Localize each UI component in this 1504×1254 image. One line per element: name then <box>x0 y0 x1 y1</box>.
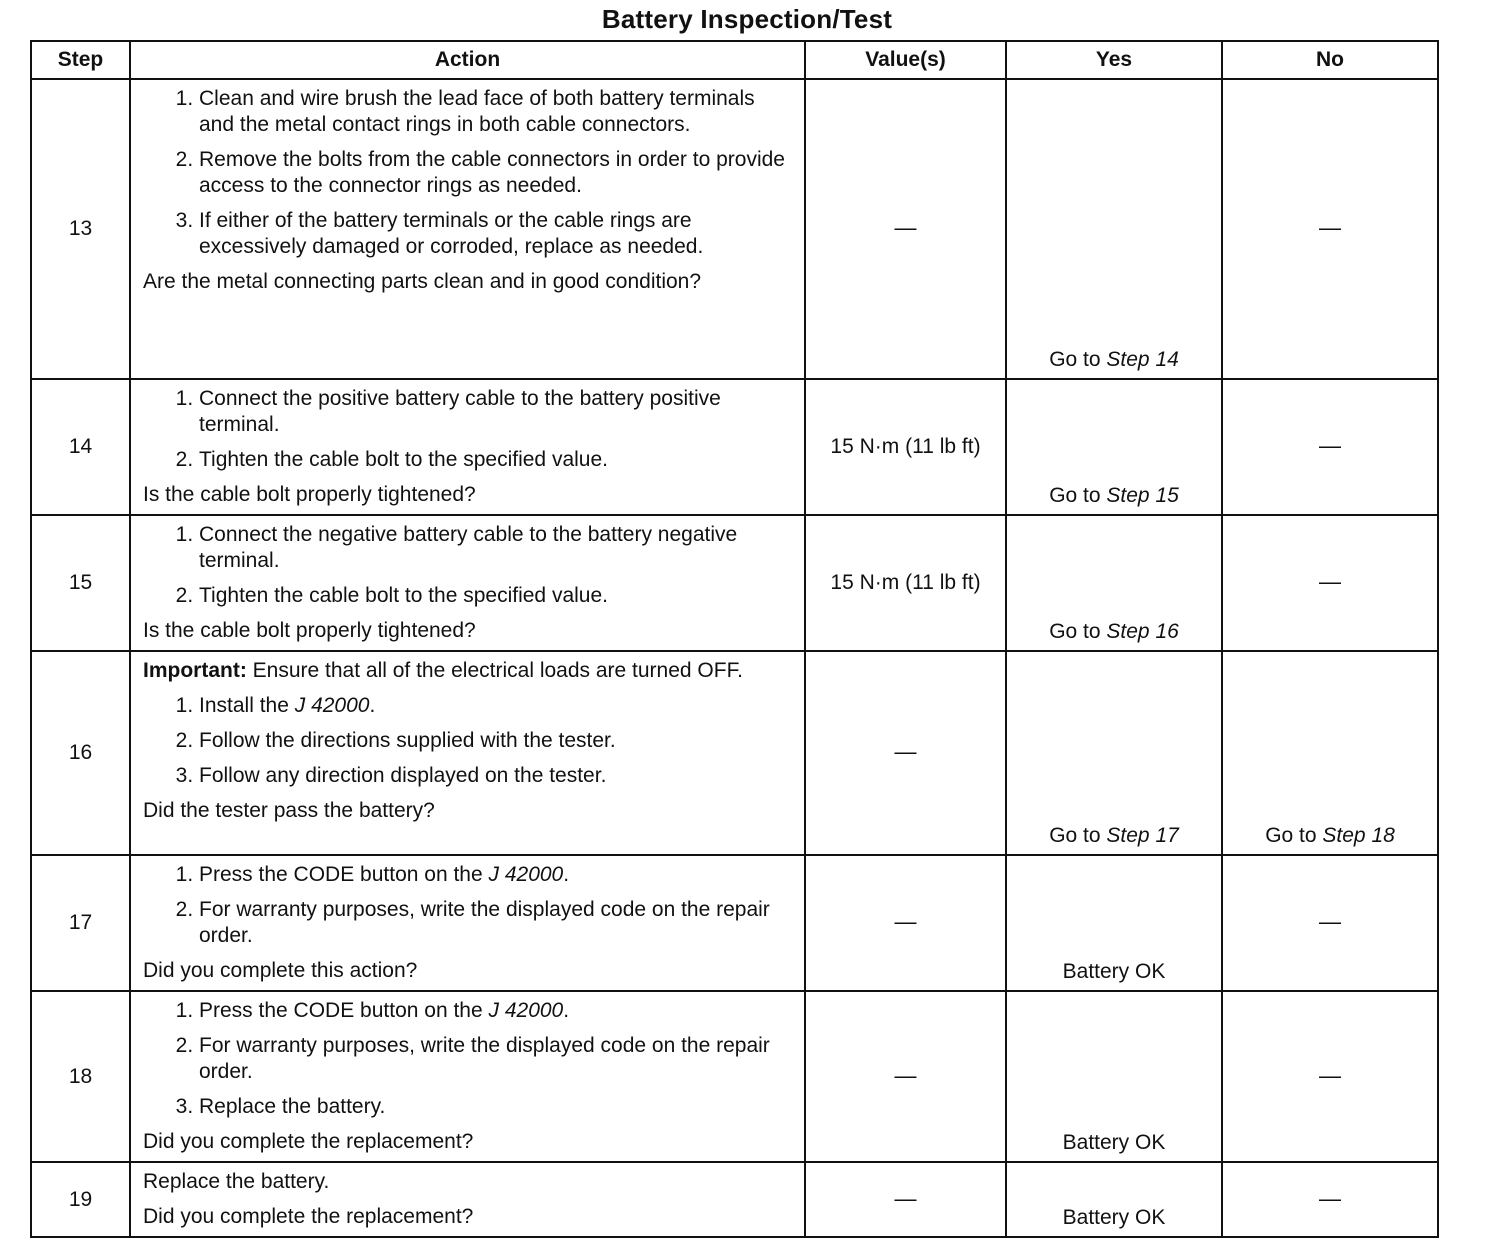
no-text: — <box>1319 1062 1341 1088</box>
no-text: — <box>1319 1185 1341 1211</box>
action-cell <box>130 379 805 515</box>
question-text: Did you complete the replacement? <box>143 1130 474 1153</box>
yes-cell <box>1006 1162 1222 1237</box>
yes-text <box>1007 484 1221 508</box>
goto-label: Go to <box>1049 620 1101 643</box>
no-text: — <box>1319 433 1341 458</box>
no-cell <box>1222 855 1438 991</box>
value-cell <box>805 79 1006 379</box>
yes-text: Battery OK <box>1062 1131 1166 1154</box>
question-text: Is the cable bolt properly tightened? <box>143 483 476 506</box>
yes-cell <box>1006 991 1222 1162</box>
question-text: Did you complete the replacement? <box>143 1205 474 1228</box>
value-text: — <box>894 215 917 240</box>
question-text: Are the metal connecting parts clean and in good condition? <box>143 270 702 293</box>
value-text: — <box>894 739 917 764</box>
no-cell <box>1222 651 1438 855</box>
action-list <box>143 862 794 949</box>
action-item: 3. Replace the battery. <box>199 1094 794 1120</box>
yes-text <box>1007 348 1221 372</box>
header-no: No <box>1222 41 1438 79</box>
header-step: Step <box>31 41 130 79</box>
table-row <box>31 79 1438 379</box>
action-cell <box>130 991 805 1162</box>
action-item <box>199 998 794 1024</box>
step-number: 13 <box>31 79 130 379</box>
question-text: Is the cable bolt properly tightened? <box>143 619 476 642</box>
yes-text <box>1007 620 1221 644</box>
yes-text: Battery OK <box>1062 960 1166 983</box>
important-note <box>143 658 794 684</box>
action-text: Replace the battery. <box>143 1170 330 1193</box>
value-cell <box>805 1162 1006 1237</box>
table-row <box>31 651 1438 855</box>
no-cell <box>1222 991 1438 1162</box>
step-number: 15 <box>31 515 130 651</box>
action-item: 1. Connect the positive battery cable to the battery positive terminal. <box>199 386 794 438</box>
value-cell <box>805 855 1006 991</box>
value-cell: 15 N·m (11 lb ft) <box>805 515 1006 651</box>
action-item: 2. For warranty purposes, write the displayed code on the repair order. <box>199 1033 794 1085</box>
step-ref: Step 16 <box>1106 620 1179 643</box>
action-item: 2. Remove the bolts from the cable connectors in order to provide access to the connector rings as needed. <box>199 147 794 199</box>
table-row <box>31 991 1438 1162</box>
action-item: 2. Tighten the cable bolt to the specified value. <box>199 583 794 609</box>
action-item <box>199 862 794 888</box>
yes-cell <box>1006 855 1222 991</box>
action-cell <box>130 651 805 855</box>
action-item: 3. Follow any direction displayed on the tester. <box>199 763 794 789</box>
yes-cell <box>1006 79 1222 379</box>
question-text: Did you complete this action? <box>143 959 418 982</box>
action-item <box>199 693 794 719</box>
action-cell <box>130 855 805 991</box>
value-text: — <box>894 1062 917 1088</box>
yes-cell <box>1006 515 1222 651</box>
no-text: — <box>1319 215 1341 240</box>
no-cell <box>1222 515 1438 651</box>
step-number: 14 <box>31 379 130 515</box>
action-cell <box>130 515 805 651</box>
important-label: Important: <box>143 659 247 682</box>
yes-text <box>1007 824 1221 848</box>
no-cell <box>1222 79 1438 379</box>
step-ref: Step 14 <box>1106 348 1179 371</box>
goto-label: Go to <box>1265 824 1317 847</box>
action-item: 2. Follow the directions supplied with the tester. <box>199 728 794 754</box>
tool-ref: J 42000 <box>488 999 564 1022</box>
no-cell <box>1222 379 1438 515</box>
action-list <box>143 998 794 1120</box>
no-text <box>1223 824 1437 848</box>
step-number: 19 <box>31 1162 130 1237</box>
table-row <box>31 1162 1438 1237</box>
action-text: Press the CODE button on the <box>199 999 483 1022</box>
header-action: Action <box>130 41 805 79</box>
action-list <box>143 86 794 260</box>
step-number: 17 <box>31 855 130 991</box>
step-number: 16 <box>31 651 130 855</box>
value-cell <box>805 651 1006 855</box>
goto-label: Go to <box>1049 484 1101 507</box>
action-item: 1. Clean and wire brush the lead face of both battery terminals and the metal contact rings in both cable connectors. <box>199 86 794 138</box>
table-row <box>31 515 1438 651</box>
action-cell <box>130 79 805 379</box>
no-text: — <box>1319 909 1341 934</box>
action-list <box>143 693 794 789</box>
action-list <box>143 386 794 473</box>
no-text: — <box>1319 569 1341 594</box>
question-text: Did the tester pass the battery? <box>143 799 435 822</box>
no-cell <box>1222 1162 1438 1237</box>
value-text: — <box>894 909 917 934</box>
action-punct: . <box>563 863 570 886</box>
goto-label: Go to <box>1049 348 1101 371</box>
step-ref: Step 15 <box>1106 484 1179 507</box>
action-punct: . <box>369 694 376 717</box>
action-punct: . <box>563 999 570 1022</box>
tool-ref: J 42000 <box>488 863 564 886</box>
action-item: 2. For warranty purposes, write the displayed code on the repair order. <box>199 897 794 949</box>
goto-label: Go to <box>1049 824 1101 847</box>
table-row <box>31 379 1438 515</box>
step-ref: Step 18 <box>1322 824 1395 847</box>
tool-ref: J 42000 <box>294 694 370 717</box>
action-item: 1. Connect the negative battery cable to the battery negative terminal. <box>199 522 794 574</box>
value-text: — <box>894 1185 917 1211</box>
important-text: Ensure that all of the electrical loads are turned OFF. <box>252 659 743 682</box>
action-text: Press the CODE button on the <box>199 863 483 886</box>
step-number: 18 <box>31 991 130 1162</box>
procedure-table <box>30 40 1439 1238</box>
table-row <box>31 855 1438 991</box>
table-header-row <box>31 41 1438 79</box>
action-list <box>143 522 794 609</box>
action-text: Install the <box>199 694 289 717</box>
action-item: 3. If either of the battery terminals or the cable rings are excessively damaged or corroded, replace as needed. <box>199 208 794 260</box>
yes-cell <box>1006 379 1222 515</box>
action-cell <box>130 1162 805 1237</box>
step-ref: Step 17 <box>1106 824 1179 847</box>
yes-text: Battery OK <box>1062 1206 1166 1229</box>
page-title: Battery Inspection/Test <box>601 4 893 34</box>
header-yes: Yes <box>1006 41 1222 79</box>
value-cell: 15 N·m (11 lb ft) <box>805 379 1006 515</box>
header-values: Value(s) <box>805 41 1006 79</box>
value-cell <box>805 991 1006 1162</box>
yes-cell <box>1006 651 1222 855</box>
action-item: 2. Tighten the cable bolt to the specified value. <box>199 447 794 473</box>
